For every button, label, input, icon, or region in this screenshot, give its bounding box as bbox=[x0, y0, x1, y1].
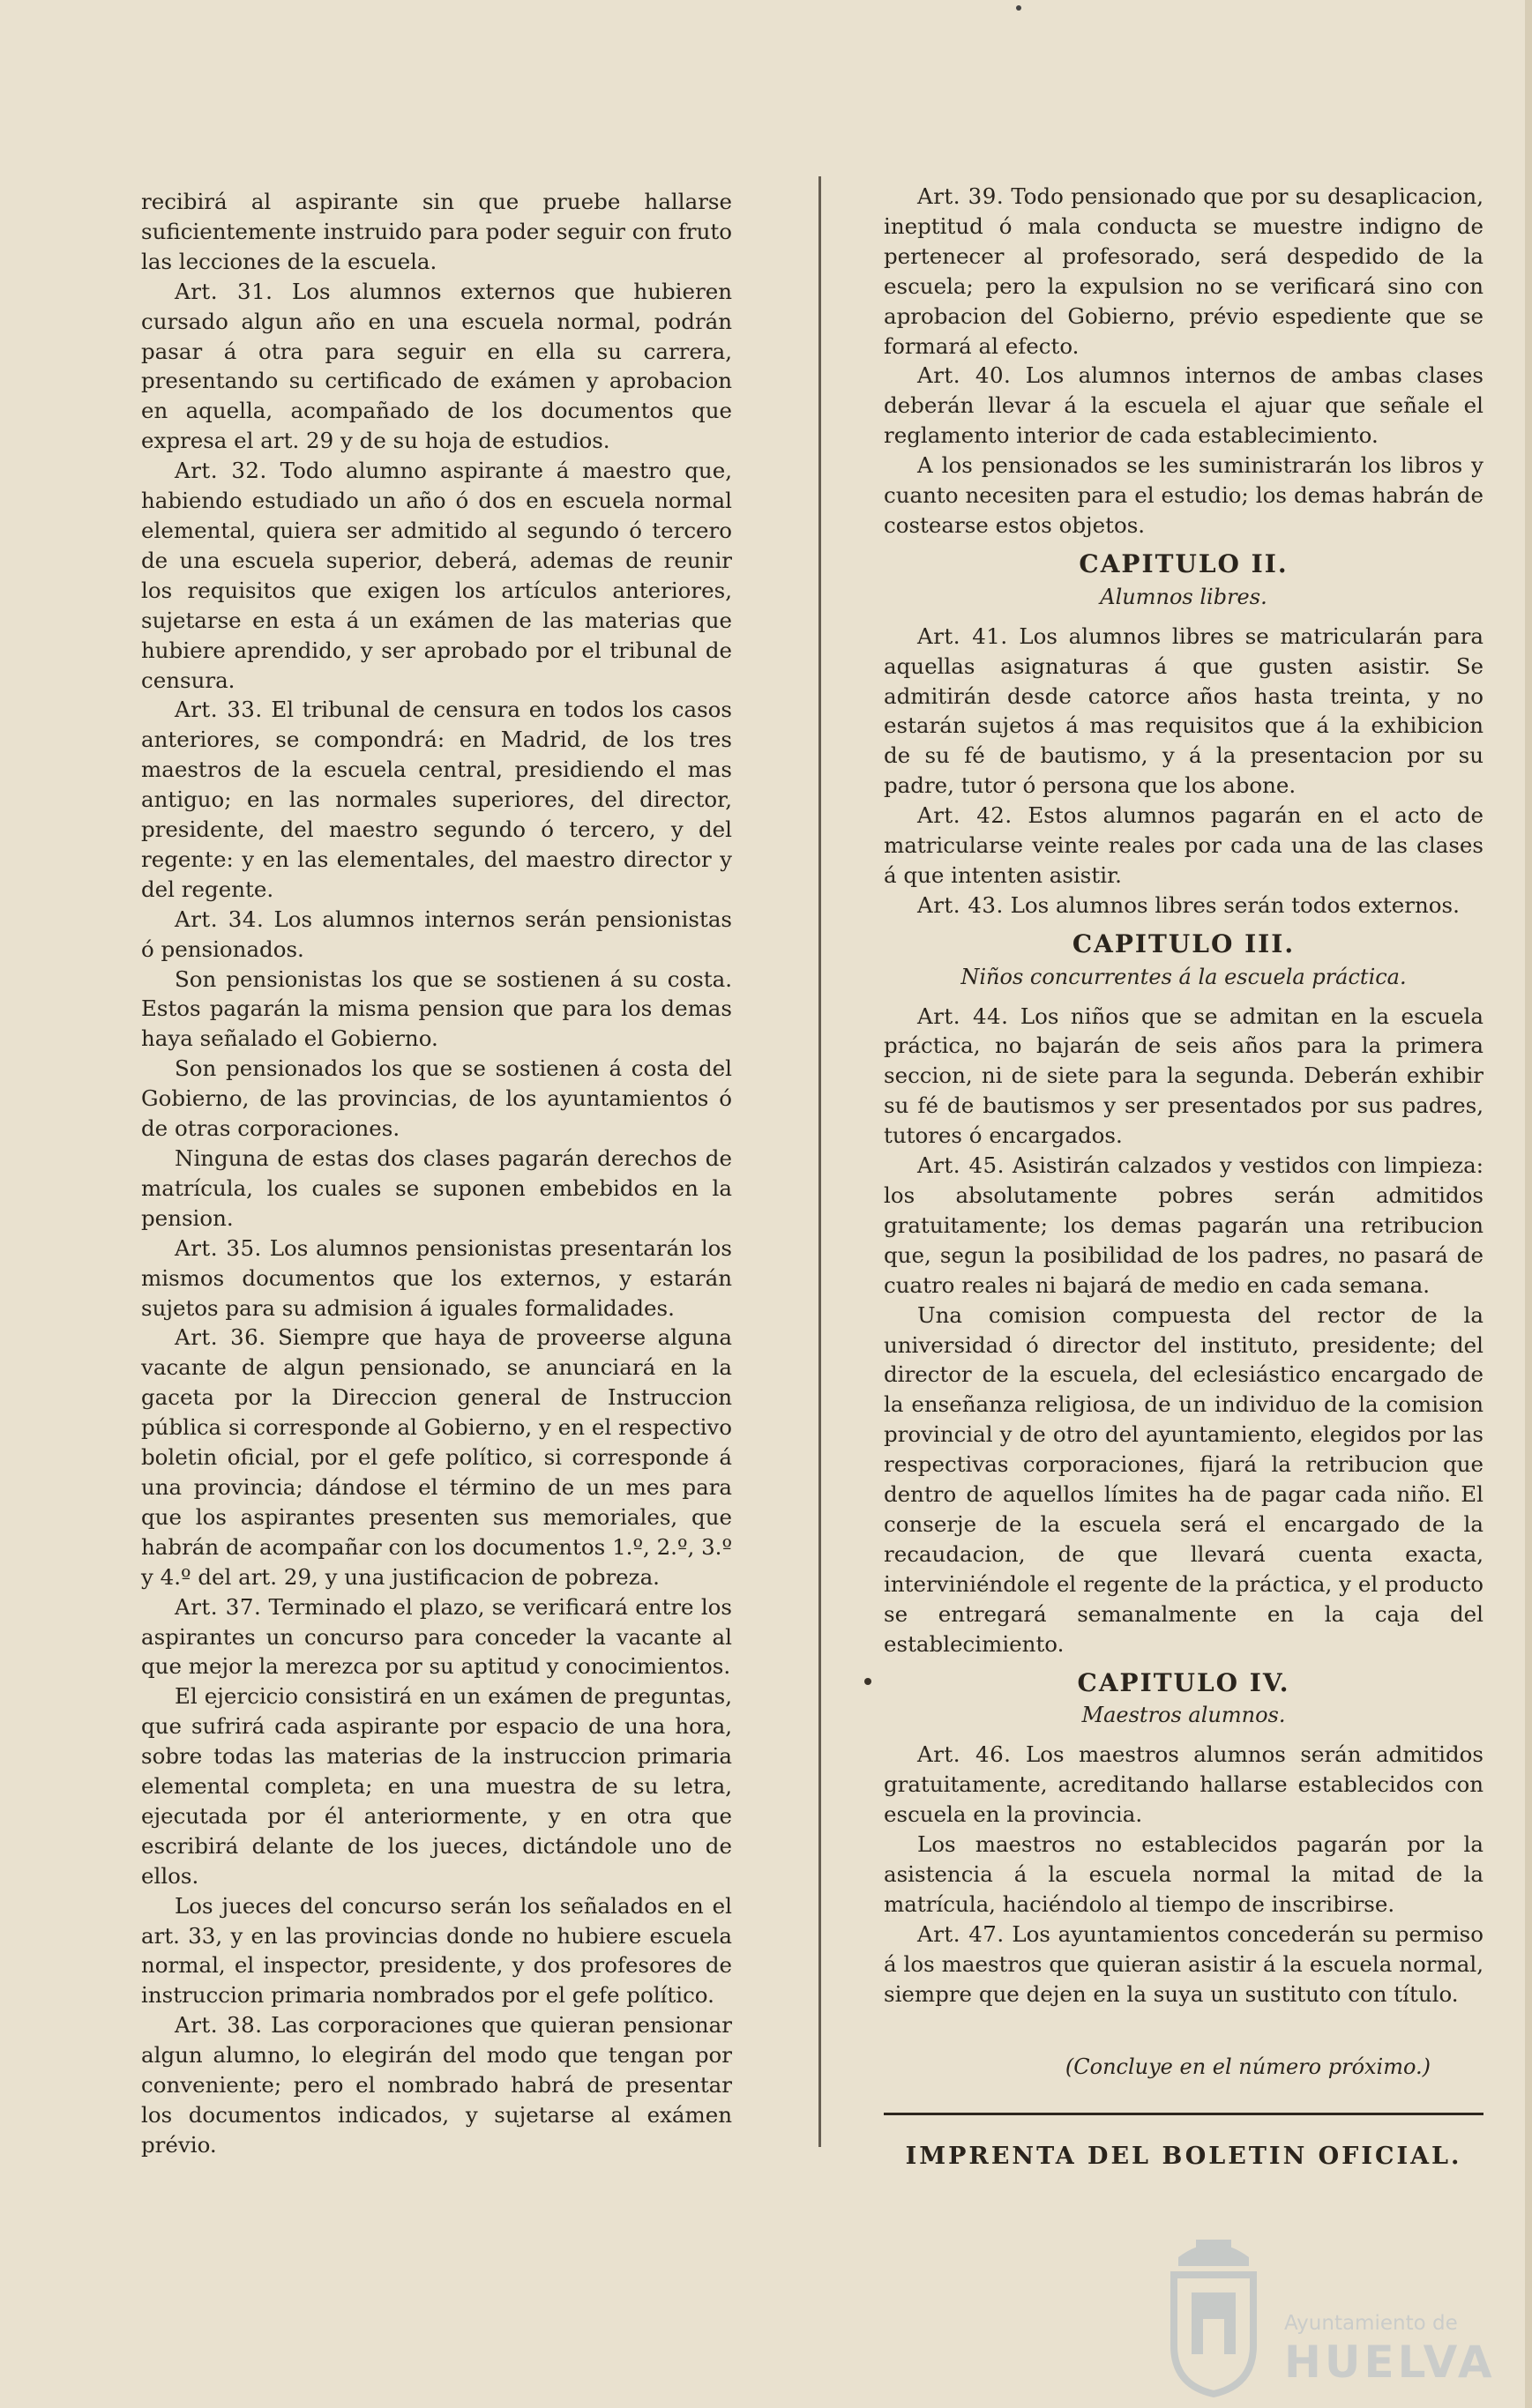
article-paragraph: Una comision compuesta del rector de la universidad ó director del instituto, presidente; del director de la escuela, del eclesiástico encargado de la enseñanza religiosa, de un individuo de la comision provincial y de otro del ayuntamiento, elegidos por las respectivas corporaciones, fijará la retribucion que dentro de aquellos límites ha de pagar cada niño. El conserje de la escuela será el encargado de la recaudacion, de que llevará cuenta exacta, interviniéndole el regente de la práctica, y el producto se entregará semanalmente en la caja del establecimiento. bbox=[884, 1301, 1483, 1657]
article-paragraph: Art. 33. El tribunal de censura en todos los casos anteriores, se compondrá: en Madrid, de los tres maestros de la escuela central, presidiendo el mas antiguo; en las normales superiores, del director, presidente, del maestro segundo ó tercero, y del regente: y en las elementales, del maestro director y del regente. bbox=[141, 697, 733, 902]
article-paragraph: Art. 35. Los alumnos pensionistas presentarán los mismos documentos que los externos, y estarán sujetos para su admision á iguales formalidades. bbox=[141, 1234, 732, 1321]
column-divider bbox=[818, 176, 821, 2147]
article-paragraph: recibirá al aspirante sin que pruebe hallarse suficientemente instruido para poder seguir con fruto las lecciones de la escuela. bbox=[141, 189, 732, 274]
chapter-title: CAPITULO II. bbox=[1079, 548, 1289, 578]
left-column bbox=[141, 187, 732, 2160]
watermark bbox=[1161, 2231, 1513, 2398]
article-paragraph: Son pensionados los que se sostienen á costa del Gobierno, de las provincias, de los ayuntamientos ó de otras corporaciones. bbox=[141, 1055, 732, 1142]
article-paragraph: Los jueces del concurso serán los señalados en el art. 33, y en las provincias donde no hubiere escuela normal, el inspector, presidente, y dos profesores de instruccion primaria nombrados por el gefe político. bbox=[141, 1892, 732, 2009]
chapter-subtitle: Maestros alumnos. bbox=[1081, 1703, 1286, 1728]
ink-speck bbox=[1016, 5, 1021, 11]
article-paragraph: Art. 37. Terminado el plazo, se verificará entre los aspirantes un concurso para conceder la vacante al que mejor la merezca por su aptitud y conocimientos. bbox=[141, 1593, 732, 1680]
continued-note: (Concluye en el número próximo.) bbox=[1065, 2054, 1431, 2080]
article-paragraph: Ninguna de estas dos clases pagarán derechos de matrícula, los cuales se suponen embebidos en la pension. bbox=[141, 1145, 732, 1231]
chapter-title: CAPITULO IV. bbox=[1077, 1667, 1290, 1697]
article-paragraph: Art. 31. Los alumnos externos que hubieren cursado algun año en una escuela normal, podrán pasar á otra para seguir en ella su carrera, presentando su certificado de exámen y aprobacion en aquella, acompañado de los documentos que expresa el art. 29 y de su hoja de estudios. bbox=[141, 278, 732, 454]
watermark-line: Ayuntamiento de bbox=[1284, 2312, 1458, 2335]
article-paragraph: Art. 40. Los alumnos internos de ambas clases deberán llevar á la escuela el ajuar que señale el reglamento interior de cada establecimiento. bbox=[884, 362, 1483, 449]
article-paragraph: Los maestros no establecidos pagarán por la asistencia á la escuela normal la mitad de la matrícula, haciéndolo al tiempo de inscribirse. bbox=[884, 1831, 1483, 1917]
article-paragraph: Son pensionistas los que se sostienen á su costa. Estos pagarán la misma pension que para los demas haya señalado el Gobierno. bbox=[141, 965, 732, 1052]
watermark-title: HUELVA bbox=[1284, 2337, 1496, 2388]
page-edge bbox=[1525, 0, 1532, 2408]
article-paragraph: El ejercicio consistirá en un exámen de preguntas, que sufrirá cada aspirante por espacio de una hora, sobre todas las materias de la instruccion primaria elemental completa; en una muestra de su letra, ejecutada por él anteriormente, y en otra que escribirá delante de los jueces, dictándole uno de ellos. bbox=[141, 1683, 732, 1889]
article-paragraph: Art. 47. Los ayuntamientos concederán su permiso á los maestros que quieran asistir á la escuela normal, siempre que dejen en la suya un sustituto con título. bbox=[884, 1920, 1483, 2007]
article-paragraph: Art. 42. Estos alumnos pagarán en el acto de matricularse veinte reales por cada una de las clases á que intenten asistir. bbox=[884, 802, 1484, 888]
article-paragraph: Art. 34. Los alumnos internos serán pensionistas ó pensionados. bbox=[141, 906, 732, 962]
article-paragraph: Art. 43. Los alumnos libres serán todos externos. bbox=[917, 891, 1460, 918]
article-paragraph: Art. 36. Siempre que haya de proveerse alguna vacante de algun pensionado, se anunciará en la gaceta por la Direccion general de Instruccion pública si corresponde al Gobierno, y en el respectivo boletin oficial, por el gefe político, si corresponde á una provincia; dándose el término de un mes para que los aspirantes presenten sus memoriales, que habrán de acompañar con los documentos 1.º, 2.º, 3.º y 4.º del art. 29, y una justificacion de pobreza. bbox=[141, 1324, 732, 1590]
article-paragraph: Art. 39. Todo pensionado que por su desaplicacion, ineptitud ó mala conducta se muestre indigno de pertenecer al profesorado, será despedido de la escuela; pero la expulsion no se verificará sino con aprobacion del Gobierno, prévio espediente que se formará al efecto. bbox=[884, 183, 1483, 359]
article-paragraph: Art. 32. Todo alumno aspirante á maestro que, habiendo estudiado un año ó dos en escuela normal elemental, quiera ser admitido al segundo ó tercero de una escuela superior, deberá, ademas de reunir los requisitos que exigen los artículos anteriores, sujetarse en esta á un exámen de las materias que hubiere aprendido, y ser aprobado por el tribunal de censura. bbox=[141, 458, 732, 693]
article-paragraph: Art. 46. Los maestros alumnos serán admitidos gratuitamente, acreditando hallarse establecidos con escuela en la provincia. bbox=[884, 1741, 1484, 1828]
ink-speck bbox=[864, 1678, 871, 1685]
horizontal-rule bbox=[884, 2113, 1483, 2115]
article-paragraph: Art. 44. Los niños que se admitan en la escuela práctica, no bajarán de seis años para la primera seccion, ni de siete para la segunda. Deberán exhibir su fé de bautismos y ser presentados por sus padres, tutores ó encargados. bbox=[884, 1003, 1484, 1149]
right-column bbox=[884, 182, 1483, 2172]
article-paragraph: Art. 41. Los alumnos libres se matricularán para aquellas asignaturas á que gusten asistir. Se admitirán desde catorce años hasta treinta, y no estarán sujetos á mas requisitos que á la exhibicion de su fé de bautismo, y á la presentacion por su padre, tutor ó persona que los abone. bbox=[884, 623, 1483, 799]
crest-icon bbox=[1161, 2231, 1267, 2398]
article-paragraph: Art. 38. Las corporaciones que quieran pensionar algun alumno, lo elegirán del modo que tengan por conveniente; pero el nombrado habrá de presentar los documentos indicados, y sujetarse al exámen prévio. bbox=[141, 2012, 732, 2158]
chapter-subtitle: Alumnos libres. bbox=[1100, 584, 1267, 609]
article-paragraph: Art. 45. Asistirán calzados y vestidos con limpieza: los absolutamente pobres serán admitidos gratuitamente; los demas pagarán una retribucion que, segun la posibilidad de los padres, no pasará de cuatro reales ni bajará de medio en cada semana. bbox=[884, 1152, 1483, 1298]
imprint-line: IMPRENTA DEL BOLETIN OFICIAL. bbox=[905, 2143, 1462, 2171]
chapter-subtitle: Niños concurrentes á la escuela práctica. bbox=[960, 964, 1407, 989]
article-paragraph: A los pensionados se les suministrarán los libros y cuanto necesiten para el estudio; los demas habrán de costearse estos objetos. bbox=[884, 452, 1483, 538]
chapter-title: CAPITULO III. bbox=[1072, 928, 1296, 958]
